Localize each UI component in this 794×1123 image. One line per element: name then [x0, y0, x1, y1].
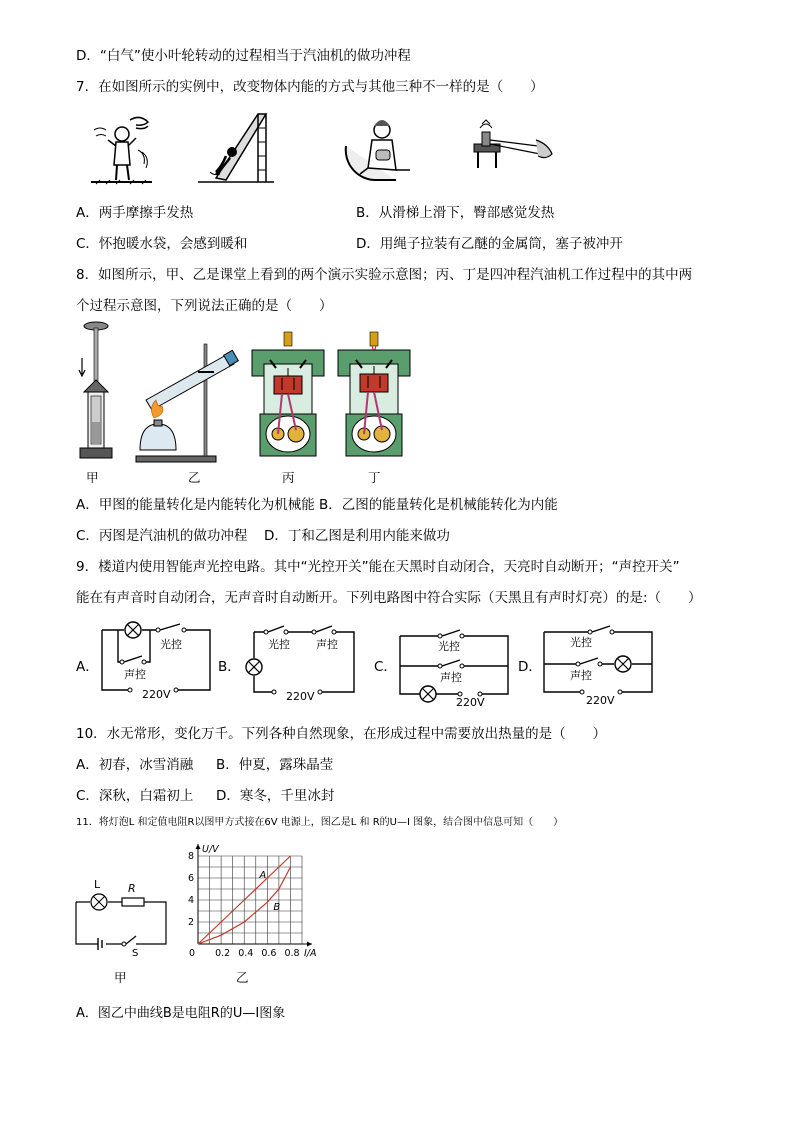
x-tick-label: 0.8 [284, 948, 300, 959]
q8-option-d: D．丁和乙图是利用内能来做功 [264, 528, 450, 544]
q8-options-ab: A．甲图的能量转化是内能转化为机械能 B．乙图的能量转化是机械能转化为内能 [76, 497, 558, 513]
q9-d-sound-label: 声控 [570, 669, 592, 682]
q7-figure-hot-water-bag [342, 110, 422, 188]
q9-option-d-label: D． [518, 659, 542, 675]
q9-b-sound-label: 声控 [316, 638, 338, 651]
q9-option-b-label: B． [218, 659, 241, 675]
q9-circuit-a [98, 622, 214, 706]
q7-figure-rubbing-hands [86, 110, 158, 194]
q9-b-voltage-label: 220V [286, 690, 315, 703]
q9-d-light-label: 光控 [570, 636, 592, 649]
x-tick-label: 0 [189, 948, 196, 959]
q8-option-c: C．丙图是汽油机的做功冲程 [76, 528, 248, 544]
q11-stem: 11．将灯泡L 和定值电阻R以图甲方式接在6V 电源上，图乙是L 和 R的U—I 图象，结合图中信息可知（ ） [76, 817, 564, 828]
y-axis-label: U/V [202, 844, 219, 855]
q10-option-a: A．初春，冰雪消融 [76, 757, 194, 773]
x-tick-label: 0.4 [238, 948, 254, 959]
q9-option-a-label: A． [76, 659, 99, 675]
q9-b-light-label: 光控 [268, 638, 290, 651]
y-tick-label: 6 [188, 873, 195, 884]
q7-figure-slide [196, 108, 276, 192]
q9-option-c-label: C． [374, 659, 397, 675]
q11-circuit-jia [72, 876, 172, 959]
y-tick-label: 2 [188, 917, 195, 928]
q7-option-b: B．从滑梯上滑下，臀部感觉发热 [356, 205, 555, 221]
q11-ui-graph [180, 836, 320, 968]
q9-a-light-label: 光控 [160, 638, 182, 651]
q7-stem: 7．在如图所示的实例中，改变物体内能的方式与其他三种不一样的是（ ） [76, 79, 544, 95]
q9-a-sound-label: 声控 [124, 668, 146, 681]
q6-option-d: D．“白气”使小叶轮转动的过程相当于汽油机的做功冲程 [76, 48, 411, 64]
q9-d-voltage-label: 220V [586, 694, 615, 707]
x-tick-label: 0.6 [261, 948, 277, 959]
q10-option-b: B．仲夏，露珠晶莹 [216, 757, 334, 773]
q9-c-sound-label: 声控 [440, 671, 462, 684]
q7-option-c: C．怀抱暖水袋，会感到暖和 [76, 236, 248, 252]
y-tick-label: 4 [188, 895, 195, 906]
q7-figure-ether-cylinder [468, 118, 558, 186]
x-axis-arrow [307, 942, 312, 947]
x-axis-label: I/A [304, 948, 317, 959]
q8-figure-bing-engine [248, 330, 328, 466]
q11-caption-jia: 甲 [114, 970, 127, 985]
q10-option-d: D．寒冬，千里冰封 [216, 788, 335, 804]
q11-option-a: A．图乙中曲线B是电阻R的U—I图象 [76, 1006, 286, 1021]
q8-label-jia: 甲 [86, 470, 99, 485]
q9-stem-line1: 9．楼道内使用智能声光控电路。其中“光控开关”能在天黑时自动闭合，天亮时自动断开；“声控开关” [76, 559, 680, 575]
x-tick-label: 0.2 [215, 948, 231, 959]
graph-grid [196, 844, 313, 947]
q8-label-ding: 丁 [368, 470, 381, 485]
q8-figure-ding-engine [334, 330, 414, 466]
q11-caption-yi: 乙 [236, 970, 249, 985]
q11-lamp-label: L [94, 878, 101, 891]
y-axis-arrow [196, 844, 201, 849]
q9-c-voltage-label: 220V [456, 696, 485, 709]
series-B-label: B [273, 902, 281, 914]
series-A-label: A [259, 870, 267, 881]
q8-label-bing: 丙 [282, 470, 295, 485]
q11-resistor-label: R [128, 882, 136, 895]
q10-stem: 10．水无常形，变化万千。下列各种自然现象，在形成过程中需要放出热量的是（ ） [76, 726, 607, 742]
q8-stem-line2: 个过程示意图，下列说法正确的是（ ） [76, 298, 333, 314]
q8-figure-yi-test-tube [132, 336, 242, 468]
q7-option-d: D．用绳子拉装有乙醚的金属筒，塞子被冲开 [356, 236, 623, 252]
q9-circuit-d [540, 628, 660, 708]
q9-stem-line2: 能在有声音时自动闭合，无声音时自动断开。下列电路图中符合实际（天黑且有声时灯亮）的是:（ ） [76, 590, 702, 606]
q11-switch-label: S [132, 948, 139, 959]
q9-circuit-b [242, 624, 358, 708]
q8-label-yi: 乙 [188, 470, 201, 485]
q8-figure-jia-compression [76, 318, 116, 466]
q8-stem-line1: 8．如图所示，甲、乙是课堂上看到的两个演示实验示意图；丙、丁是四冲程汽油机工作过程中的其中两 [76, 267, 693, 283]
q7-option-a: A．两手摩擦手发热 [76, 205, 194, 221]
q10-option-c: C．深秋，白霜初上 [76, 788, 194, 804]
q9-circuit-c [396, 630, 512, 710]
y-tick-label: 8 [188, 851, 195, 862]
q9-c-light-label: 光控 [438, 640, 460, 653]
q9-a-voltage-label: 220V [142, 688, 171, 701]
